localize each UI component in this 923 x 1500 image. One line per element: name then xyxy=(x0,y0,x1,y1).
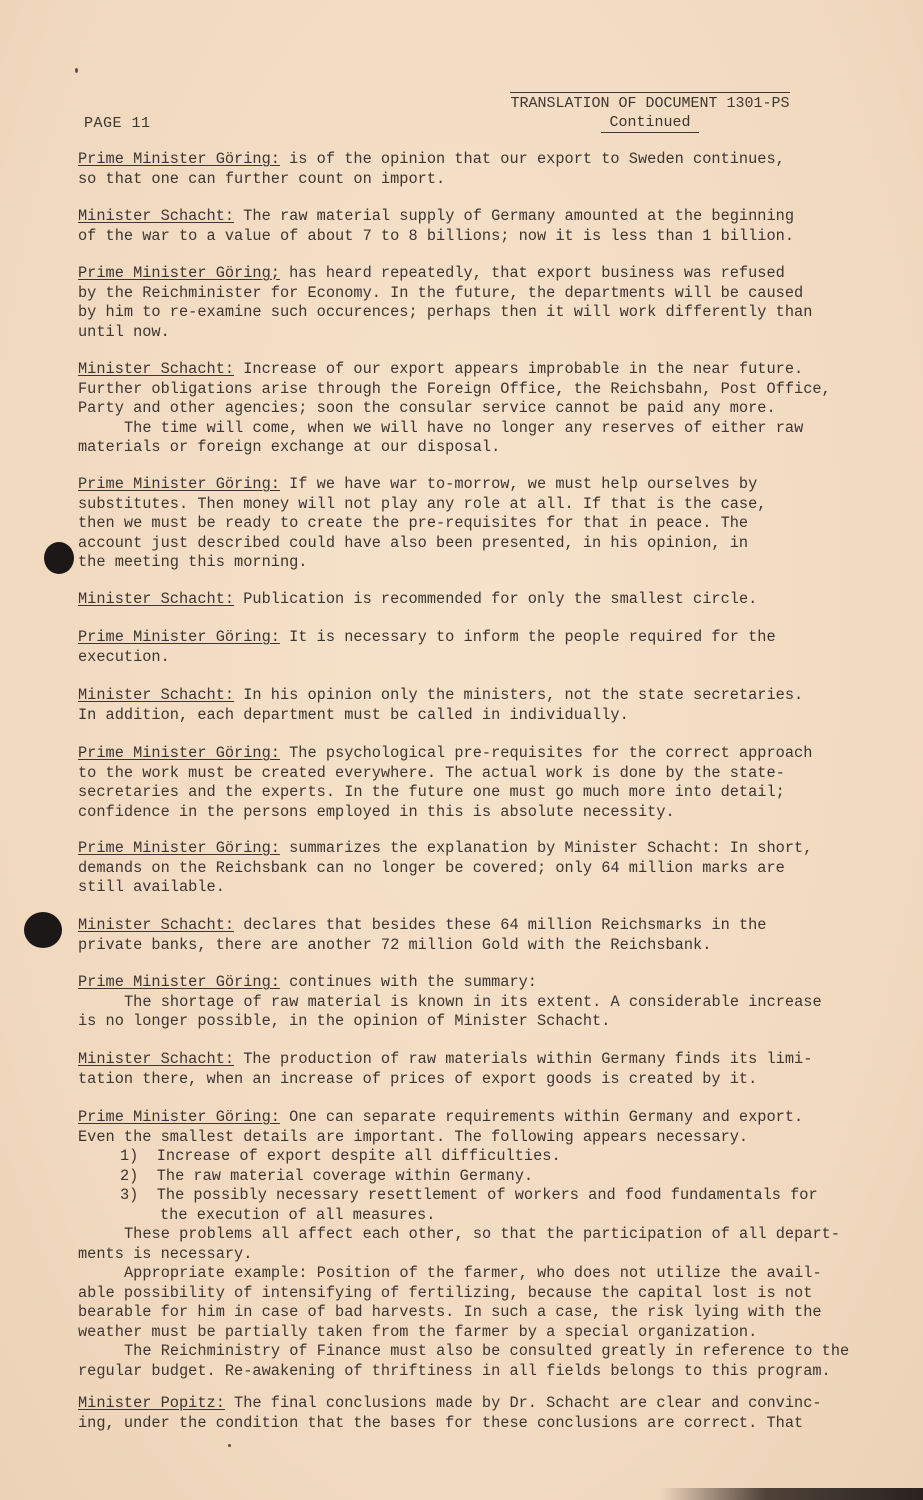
speaker-name: Minister Schacht: xyxy=(78,207,235,225)
speech-text: Publication is recommended for only the smallest circle. xyxy=(234,590,758,608)
speech-paragraph: These problems all affect each other, so that the participation of all depart- ments is necessary. xyxy=(78,1225,841,1263)
speech-entry xyxy=(78,839,868,898)
list-item xyxy=(78,1186,868,1206)
speech-entry xyxy=(78,1108,868,1381)
page-number: PAGE 11 xyxy=(84,115,151,132)
speaker-name: Prime Minister Göring: xyxy=(78,475,280,493)
paper-speck xyxy=(228,1444,231,1447)
speech-entry xyxy=(78,150,868,189)
speech-text: The psychological pre-requisites for the correct approach to the work must be created everywhere. The actual work is done by the state- secretaries and the experts. In the future one must go much more into detail; confidence in the persons employed in this is absolute necessity. xyxy=(78,744,813,821)
speaker-name: Prime Minister Göring: xyxy=(78,973,280,991)
speaker-name: Prime Minister Göring: xyxy=(78,150,280,168)
speech-text: If we have war to-morrow, we must help ourselves by substitutes. Then money will not play any role at all. If that is the case, then we must be ready to create the pre-requisites for that in peace. The account just described could have also been presented, in his opinion, in the meeting this morning. xyxy=(78,475,767,571)
list-text: The possibly necessary resettlement of workers and food fundamentals for xyxy=(156,1186,818,1204)
speech-text: continues with the summary: xyxy=(279,973,537,991)
speech-entry xyxy=(78,360,868,458)
document-subtitle: Continued xyxy=(601,113,698,133)
speaker-name: Prime Minister Göring; xyxy=(78,264,280,282)
list-number: 2) xyxy=(120,1166,139,1185)
speaker-name: Minister Schacht: xyxy=(78,916,235,934)
speaker-name: Prime Minister Göring: xyxy=(78,1108,280,1126)
speech-text: is of the opinion that our export to Sweden continues, so that one can further count on import. xyxy=(78,150,785,188)
list-continuation: the execution of all measures. xyxy=(160,1205,436,1224)
speaker-name: Minister Schacht: xyxy=(78,590,235,608)
paper-speck xyxy=(75,68,78,73)
speech-paragraph: The Reichministry of Finance must also be consulted greatly in reference to the regular budget. Re-awakening of thriftiness in all fields belongs to this program. xyxy=(78,1342,850,1380)
speech-text: One can separate requirements within Germany and export. Even the smallest details are important. The following appears necessary. xyxy=(78,1108,804,1146)
speech-text: Increase of our export appears improbable in the near future. Further obligations arise through the Foreign Office, the Reichsbahn, Post Office, Party and other agencies; soon the consular service cannot be paid any more. xyxy=(78,360,831,417)
speech-paragraph: The time will come, when we will have no longer any reserves of either raw materials or foreign exchange at our disposal. xyxy=(78,418,804,456)
speech-text: summarizes the explanation by Minister Schacht: In short, demands on the Reichsbank can no longer be covered; only 64 million marks are still available. xyxy=(78,839,813,896)
list-text: The raw material coverage within Germany. xyxy=(156,1166,534,1185)
speech-entry xyxy=(78,916,868,955)
speech-entry xyxy=(78,475,868,573)
speech-text: The production of raw materials within Germany finds its limi- tation there, when an increase of prices of export goods is created by it. xyxy=(78,1050,813,1088)
speech-entry xyxy=(78,1394,868,1433)
speech-text: has heard repeatedly, that export business was refused by the Reichminister for Economy. In the future, the departments will be caused by him to re-examine such occurences; perhaps then it will work differently than until now. xyxy=(78,264,813,341)
speech-text: The raw material supply of Germany amounted at the beginning of the war to a value of about 7 to 8 billions; now it is less than 1 billion. xyxy=(78,207,795,245)
speaker-name: Minister Schacht: xyxy=(78,686,235,704)
list-number: 3) xyxy=(120,1186,139,1204)
list-item xyxy=(78,1147,868,1167)
speech-text: The final conclusions made by Dr. Schacht are clear and convinc- ing, under the condition that the bases for these conclusions are correct. That xyxy=(78,1394,822,1432)
speech-entry xyxy=(78,264,868,342)
document-header xyxy=(500,92,800,133)
speaker-name: Prime Minister Göring: xyxy=(78,628,280,646)
speech-text: declares that besides these 64 million Reichsmarks in the private banks, there are another 72 million Gold with the Reichsbank. xyxy=(78,916,767,954)
speech-entry xyxy=(78,1050,868,1089)
speaker-name: Minister Popitz: xyxy=(78,1394,225,1412)
speaker-name: Prime Minister Göring: xyxy=(78,839,280,857)
speech-entry xyxy=(78,590,868,610)
speech-entry xyxy=(78,973,868,1032)
speech-paragraph: Appropriate example: Position of the farmer, who does not utilize the avail- able possibility of intensifying of fertilizing, because the capital lost is not bearable for him in case of bad harvests. In such a case, the risk lying with the weather must be partially taken from the farmer by a special organization. xyxy=(78,1264,822,1341)
speech-entry xyxy=(78,207,868,246)
speech-entry xyxy=(78,744,868,822)
ink-blot xyxy=(44,542,74,574)
document-title: TRANSLATION OF DOCUMENT 1301-PS xyxy=(510,92,789,113)
speaker-name: Minister Schacht: xyxy=(78,1050,235,1068)
paper-edge-shadow xyxy=(660,1488,923,1500)
list-text: Increase of export despite all difficulties. xyxy=(156,1147,561,1165)
speaker-name: Prime Minister Göring: xyxy=(78,744,280,762)
list-number: 1) xyxy=(120,1147,139,1165)
speech-entry xyxy=(78,628,868,667)
speech-paragraph: The shortage of raw material is known in its extent. A considerable increase is no longer possible, in the opinion of Minister Schacht. xyxy=(78,992,822,1030)
speech-text: In his opinion only the ministers, not the state secretaries. In addition, each department must be called in individually. xyxy=(78,686,804,724)
speech-entry xyxy=(78,686,868,725)
ink-blot xyxy=(24,912,62,948)
speaker-name: Minister Schacht: xyxy=(78,360,235,378)
list-item xyxy=(78,1167,868,1187)
speech-text: It is necessary to inform the people required for the execution. xyxy=(78,628,776,666)
